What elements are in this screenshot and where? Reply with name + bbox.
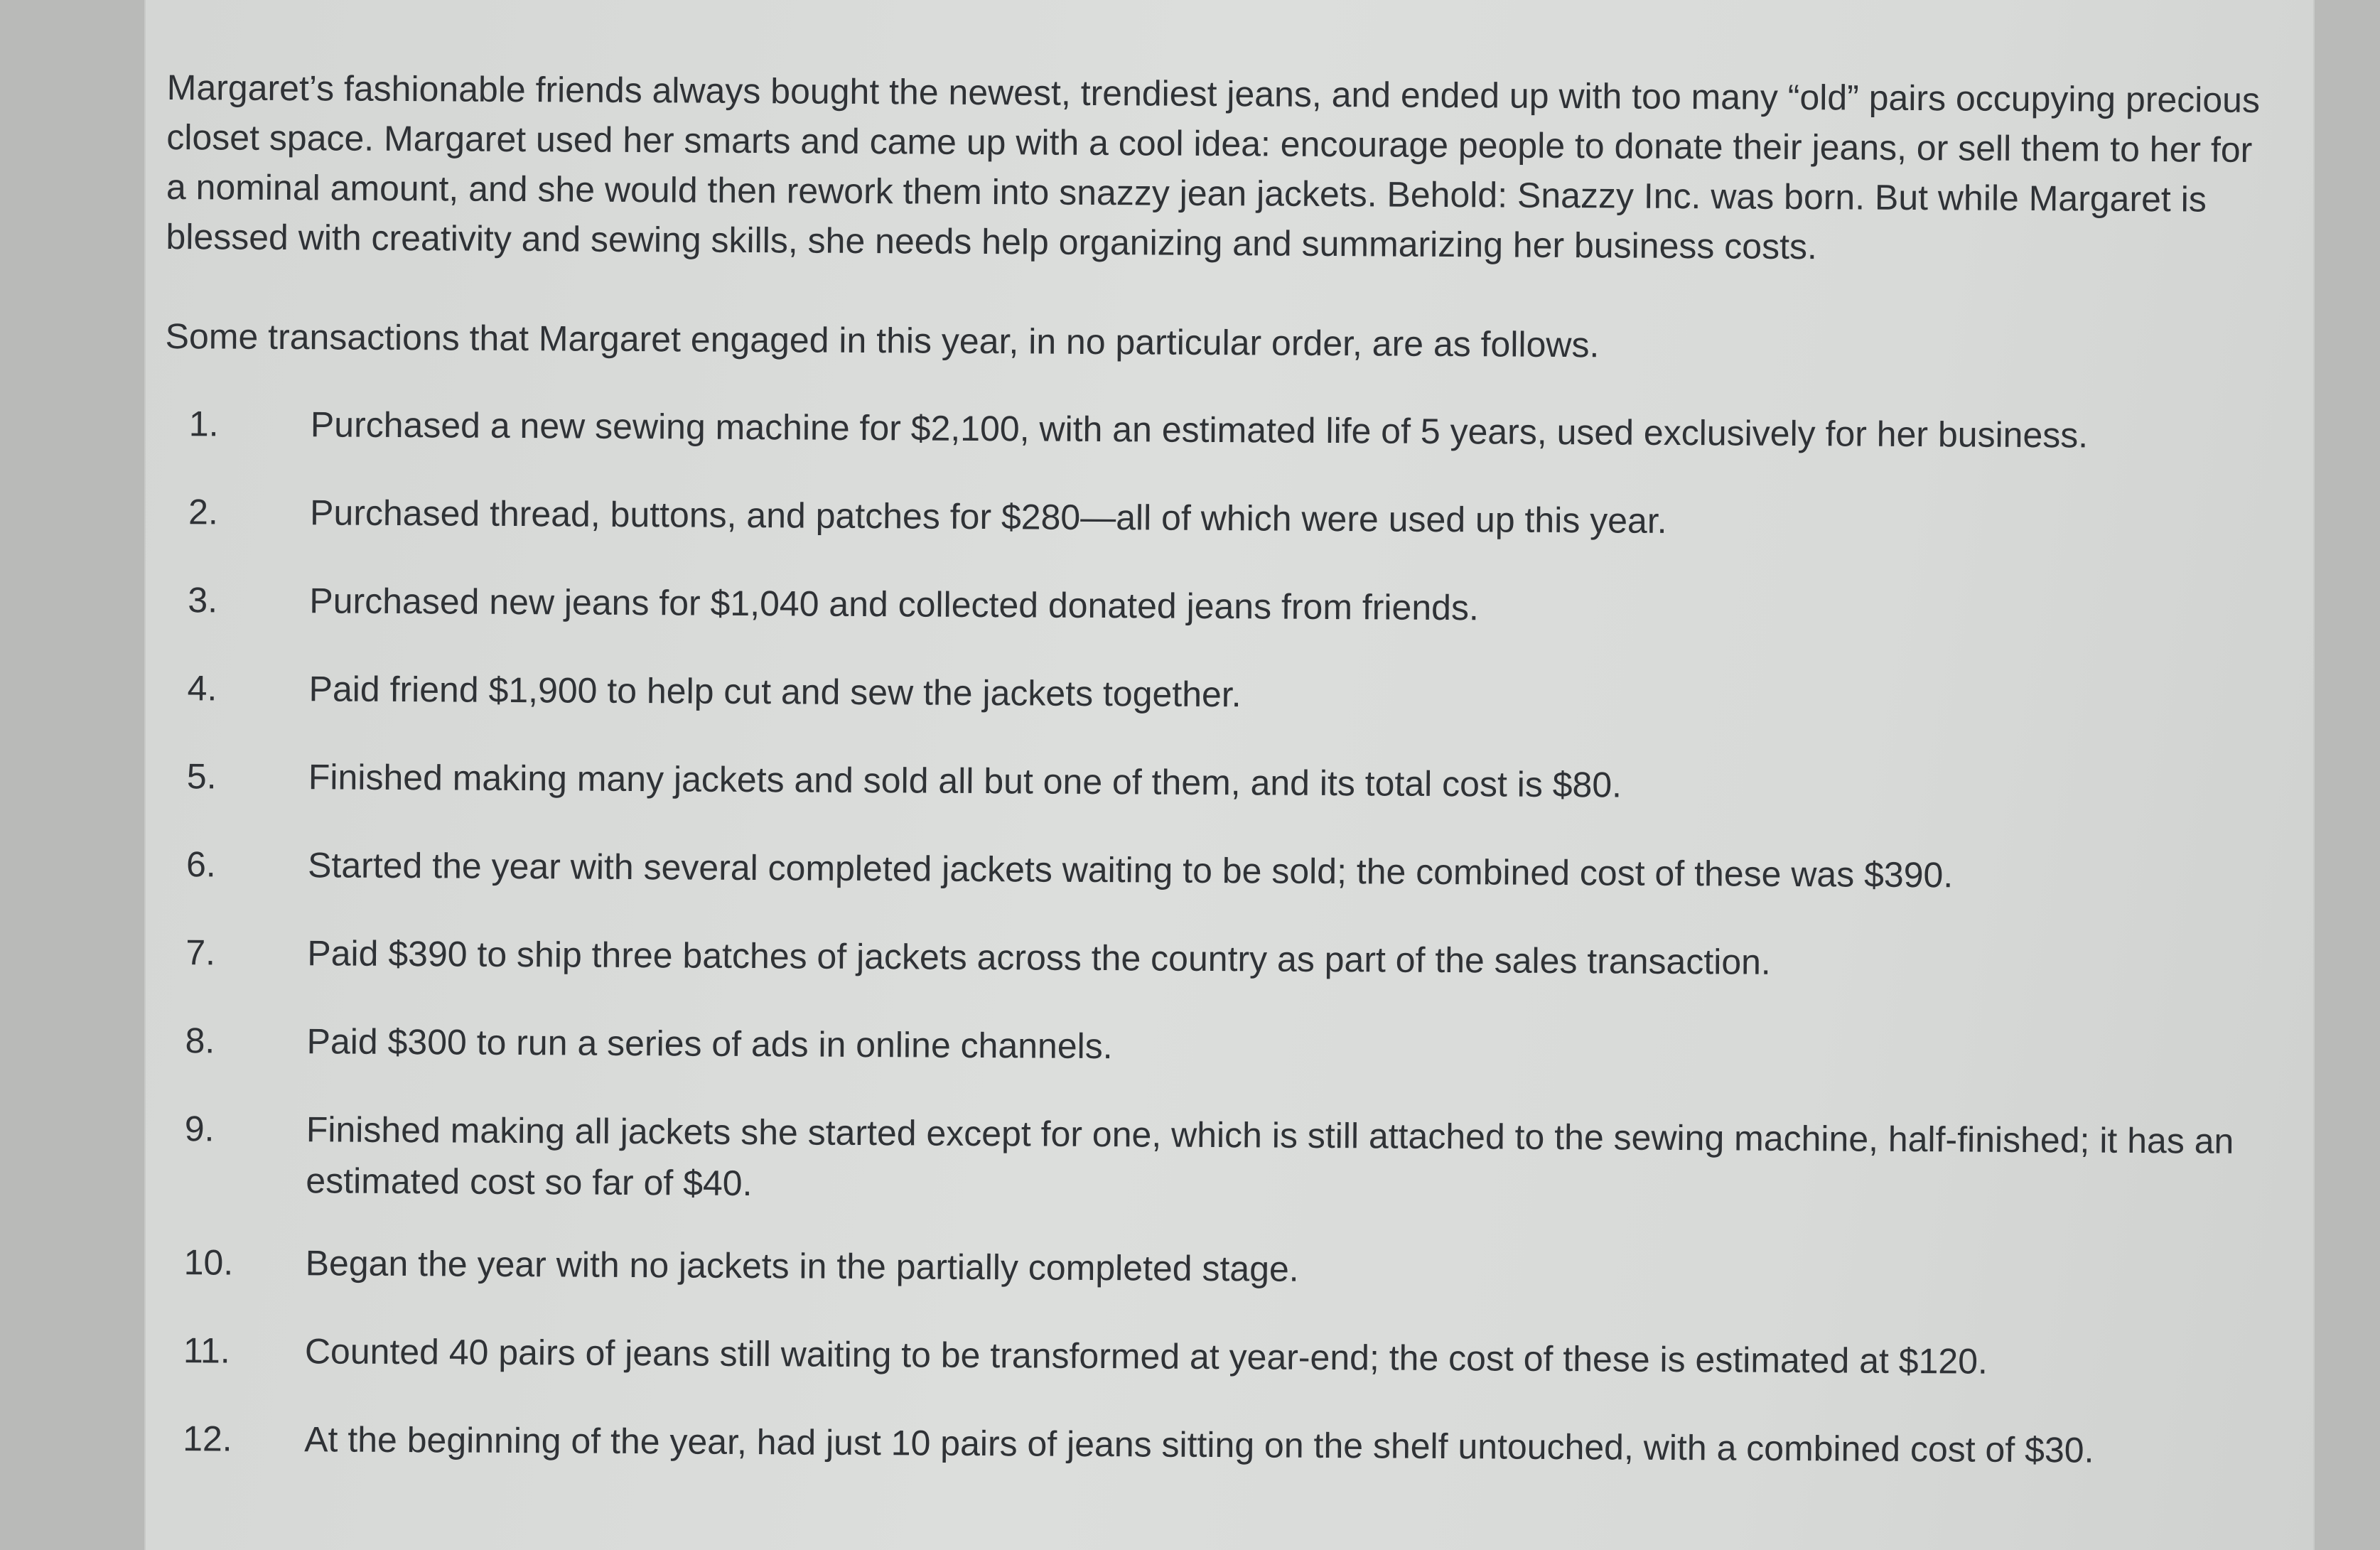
list-item bbox=[158, 1413, 2262, 1477]
transactions-list bbox=[158, 398, 2268, 1477]
item-text: Paid friend $1,900 to help cut and sew the jackets together. bbox=[308, 669, 1242, 715]
list-item bbox=[159, 1237, 2263, 1301]
item-number: 5. bbox=[186, 756, 217, 797]
item-text: Began the year with no jackets in the partially completed stage. bbox=[305, 1243, 1299, 1289]
item-text: At the beginning of the year, had just 10 pairs of jeans sitting on the shelf untouched, with a combined cost of $30. bbox=[303, 1419, 2094, 1470]
list-item bbox=[159, 1325, 2263, 1389]
list-item bbox=[163, 574, 2267, 638]
item-text: Finished making many jackets and sold all but one of them, and its total cost is $80. bbox=[308, 757, 1622, 805]
item-text: Paid $300 to run a series of ads in online channels. bbox=[306, 1021, 1113, 1067]
list-item bbox=[163, 750, 2266, 814]
document-page bbox=[146, 0, 2313, 1550]
item-number: 6. bbox=[185, 844, 216, 885]
list-item bbox=[163, 662, 2266, 726]
item-text: Finished making all jackets she started except for one, which is still attached to the sewing machine, half-finished; it has an estimated cost so far of $40. bbox=[306, 1109, 2234, 1204]
item-number: 2. bbox=[188, 492, 219, 532]
list-item bbox=[164, 486, 2268, 550]
item-number: 11. bbox=[183, 1330, 230, 1371]
list-item bbox=[162, 839, 2266, 903]
item-number: 4. bbox=[187, 668, 217, 709]
item-text: Purchased thread, buttons, and patches for $280—all of which were used up this year. bbox=[309, 493, 1667, 541]
list-item bbox=[165, 398, 2268, 462]
item-number: 8. bbox=[185, 1021, 215, 1061]
list-item bbox=[160, 1103, 2264, 1218]
item-text: Started the year with several completed jackets waiting to be sold; the combined cost of these was $390. bbox=[307, 845, 1954, 895]
item-number: 7. bbox=[185, 932, 216, 973]
item-number: 12. bbox=[183, 1419, 232, 1459]
item-number: 1. bbox=[188, 404, 219, 444]
item-text: Purchased a new sewing machine for $2,100, with an estimated life of 5 years, used exclusively for her business. bbox=[310, 404, 2089, 456]
problem-content bbox=[158, 63, 2271, 1514]
item-number: 10. bbox=[183, 1242, 234, 1283]
item-text: Purchased new jeans for $1,040 and collected donated jeans from friends. bbox=[309, 581, 1480, 628]
problem-paragraph: Margaret’s fashionable friends always bought the newest, trendiest jeans, and ended up with too many “old” pairs occupying precious closet space. Margaret used her smarts and came up with a cool idea: encourage people to donate their jeans, or sell them to her for a nominal amount, and she would then rework them into snazzy jean jackets. Behold: Snazzy Inc. was born. But while Margaret is blessed with creativity and sewing skills, she needs help organizing and summarizing her business costs. bbox=[166, 67, 2261, 267]
item-number: 9. bbox=[184, 1109, 215, 1149]
item-text: Paid $390 to ship three batches of jackets across the country as part of the sales transaction. bbox=[307, 933, 1771, 982]
item-text: Counted 40 pairs of jeans still waiting to be transformed at year-end; the cost of these is estimated at $120. bbox=[304, 1331, 1988, 1382]
list-item bbox=[161, 1015, 2264, 1079]
list-item bbox=[161, 927, 2265, 991]
transactions-intro: Some transactions that Margaret engaged in this year, in no particular order, are as follows. bbox=[165, 316, 1600, 365]
item-number: 3. bbox=[188, 580, 218, 620]
